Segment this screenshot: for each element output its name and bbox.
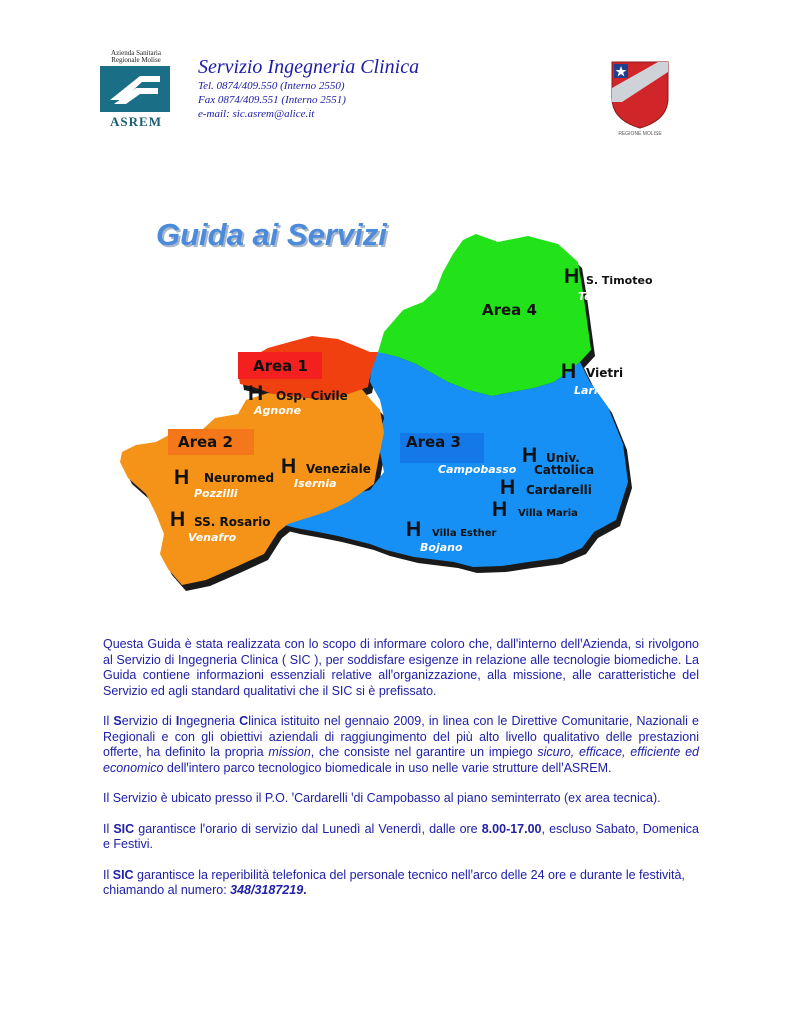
text-span: dellꞌintero parco tecnologico biomedicale in uso nelle varie strutture dellꞌASREM. <box>163 760 612 775</box>
header-contact-block <box>198 56 419 121</box>
molise-areas-map <box>108 232 668 597</box>
text-span: garantisce la reperibilità telefonica del personale tecnico nellꞌarco delle 24 ore e durante le festività, chiamando al numero: <box>103 867 685 897</box>
oncall-phone: 348/3187219 <box>230 883 304 897</box>
guide-title: Guida ai Servizi <box>156 217 387 252</box>
logo-org-line-1: Azienda Sanitaria <box>111 49 161 57</box>
regione-molise-crest-icon <box>608 58 672 136</box>
hospital-h-icon: H <box>561 360 577 383</box>
area-2-region <box>120 387 384 585</box>
hospital-name: Cardarelli <box>526 483 592 497</box>
text-bold: SIC <box>112 867 134 882</box>
text-bold: C <box>239 714 249 728</box>
body-text <box>103 637 699 914</box>
hospital-name: Veneziale <box>306 462 371 476</box>
area-3-label: Area 3 <box>406 433 461 451</box>
logo-emblem-icon <box>100 66 170 112</box>
hospital-city: Pozzilli <box>194 487 238 500</box>
text-span: ngegneria <box>179 714 240 728</box>
paragraph-mission <box>103 714 699 776</box>
text-span: , che consiste nel garantire un impiego <box>310 745 538 759</box>
text-span: Il <box>103 867 113 882</box>
hospital-h-icon: H <box>492 498 508 521</box>
paragraph-oncall <box>103 868 699 899</box>
hospital-h-icon: H <box>406 518 422 541</box>
text-bold: S <box>113 714 122 728</box>
hospital-city: Venafro <box>188 531 237 544</box>
hospital-h-icon: H <box>564 265 580 288</box>
hospital-name: Univ. <box>546 451 580 465</box>
text-span: , escluso Sabato, Domenica e Festivi. <box>103 821 699 851</box>
hospital-name: Neuromed <box>204 471 275 485</box>
area-4-label: Area 4 <box>482 301 537 319</box>
hospital-name: Villa Esther <box>432 528 497 539</box>
hospital-name: Vietri <box>586 366 624 380</box>
text-bold: I <box>175 714 180 728</box>
hospital-h-icon: H <box>522 444 538 467</box>
logo-name: ASREM <box>110 114 162 129</box>
text-bold: SIC <box>113 821 135 836</box>
service-title: Servizio Ingegneria Clinica <box>198 56 420 78</box>
text-italic: sicuro, efficace, efficiente ed economico <box>103 745 699 775</box>
hospital-city: Larino <box>574 384 614 397</box>
fax-line: Fax 0874/409.551 (Interno 2551) <box>198 94 346 106</box>
hospital-h-icon: H <box>248 382 264 405</box>
paragraph-location: Il Servizio è ubicato presso il P.O. ꞌCardarelli ꞌdi Campobasso al piano seminterrato (ex area tecnica). <box>103 791 661 805</box>
email-line: e-mail: sic.asrem@alice.it <box>198 108 315 120</box>
hospital-h-icon: H <box>174 466 190 489</box>
paragraph-intro: Questa Guida è stata realizzata con lo scopo di informare coloro che, dallꞌinterno dellꞌAzienda, si rivolgono al Servizio di Ingegneria Clinica ( SIC ), per soddisfare esigenze in relazione alle tecnologie biomediche. La Guida contiene informazioni essenziali relative allꞌorganizzazione, alla missione, alle caratteristiche del Servizio ed agli standard qualitativi che il SIC si è prefissato. <box>103 637 699 698</box>
hospital-city: Campobasso <box>438 463 517 476</box>
text-bold: . <box>303 883 307 897</box>
text-bold: 8.00-17.00 <box>481 821 542 836</box>
crest-caption: REGIONE MOLISE <box>618 131 662 136</box>
text-italic: mission <box>268 745 311 759</box>
area-1-label: Area 1 <box>253 357 308 375</box>
hospital-h-icon: H <box>170 508 186 531</box>
text-span: ervizio di <box>121 714 176 728</box>
hospital-name: S. Timoteo <box>586 274 653 287</box>
hospital-city: Termoli <box>578 290 624 303</box>
hospital-city: Agnone <box>254 404 302 417</box>
text-span: Il <box>103 821 114 836</box>
hospital-name-2: Cattolica <box>534 463 595 477</box>
text-span: garantisce lꞌorario di servizio dal Lunedì al Venerdì, dalle ore <box>134 821 482 836</box>
hospital-h-icon: H <box>281 455 297 478</box>
tel-line: Tel. 0874/409.550 (Interno 2550) <box>198 80 345 92</box>
hospital-s-timoteo <box>564 265 653 303</box>
hospital-name: Osp. Civile <box>276 389 348 403</box>
text-span: Il <box>103 714 114 728</box>
hospital-city: Bojano <box>420 541 463 554</box>
asrem-logo <box>100 50 172 134</box>
hospital-name: Villa Maria <box>518 508 578 519</box>
logo-org-line-2: Regionale Molise <box>111 56 161 64</box>
hospital-city: Isernia <box>294 477 337 490</box>
hospital-h-icon: H <box>500 476 516 499</box>
text-span: linica istituito nel gennaio 2009, in linea con le Direttive Comunitarie, Nazionali e Regionali e con gli obiettivi aziendali di raggiungimento del più alto livello qualitativo delle prestazioni offerte, ha definito la propria <box>103 714 700 759</box>
hospital-name: SS. Rosario <box>194 515 271 529</box>
paragraph-hours <box>103 822 699 853</box>
logo-emblem <box>100 66 170 112</box>
area-2-label: Area 2 <box>178 433 233 451</box>
